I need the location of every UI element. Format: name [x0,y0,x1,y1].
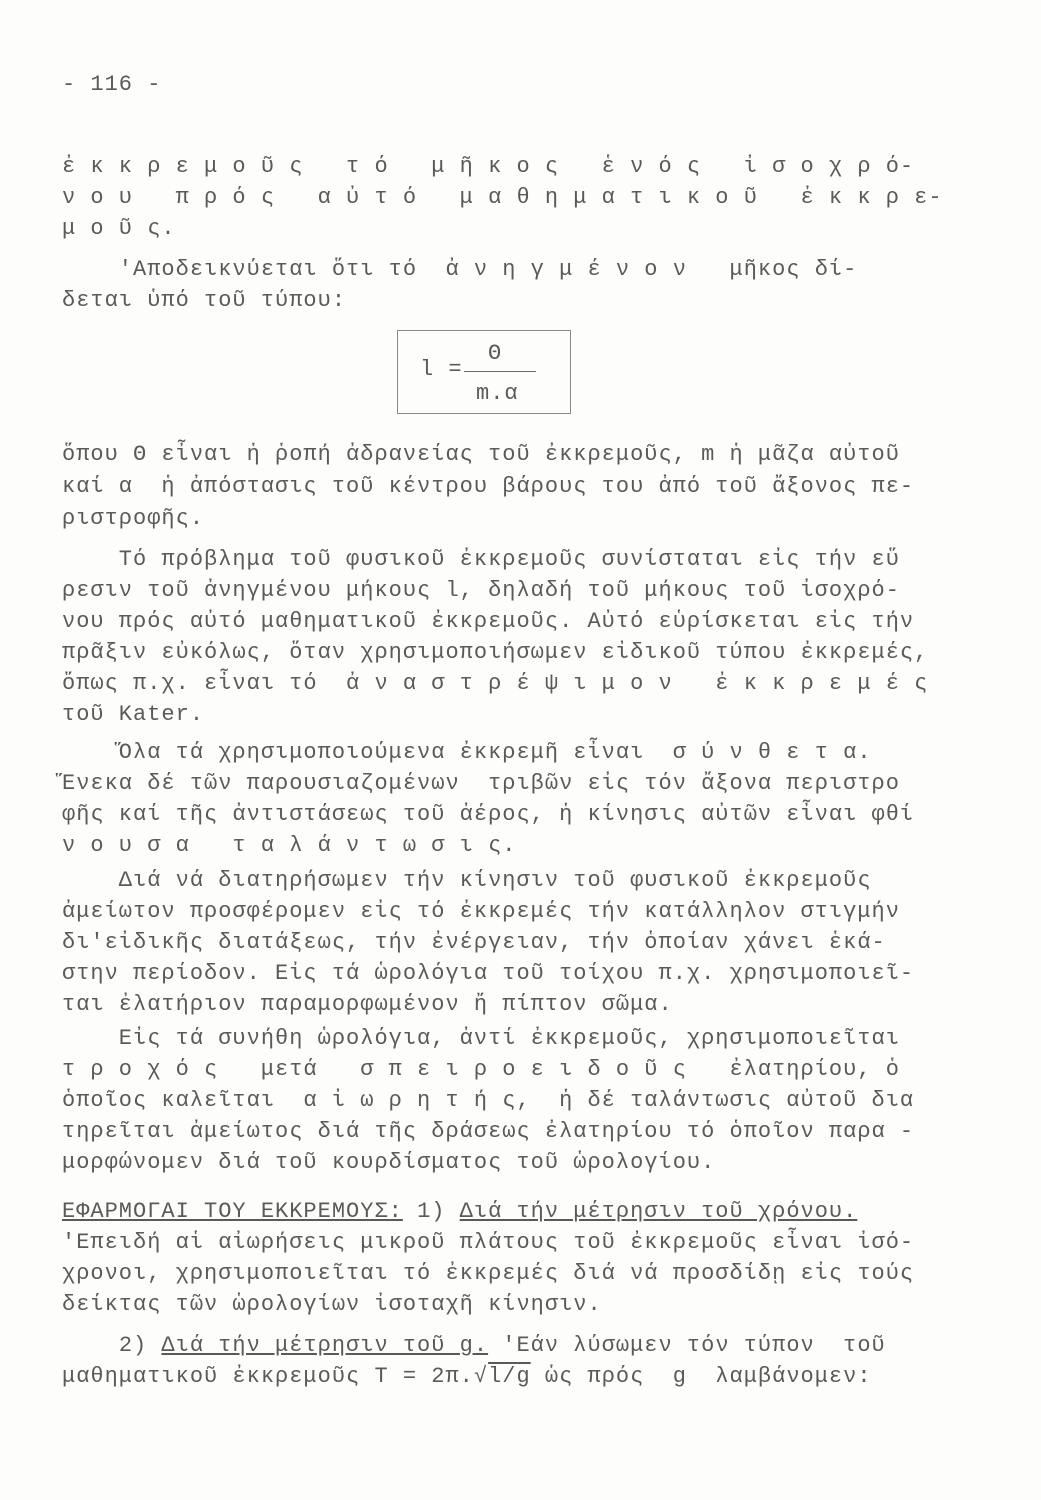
text-line: Εἰς τά συνήθη ὡρολόγια, ἀντί ἐκκρεμοῦς, χρησιμοποιεῖται [62,1026,900,1051]
formula-numerator: Θ [488,341,503,366]
text-line: ὅπου Θ εἶναι ἡ ῥοπή ἀδρανείας τοῦ ἐκκρεμοῦς, m ἡ μᾶζα αὐτοῦ [62,442,900,467]
section-heading: ΕΦΑΡΜΟΓΑΙ ΤΟΥ ΕΚΚΡΕΜΟΥΣ: [62,1199,403,1224]
text-line: ρεσιν τοῦ ἀνηγμένου μήκους l, δηλαδή τοῦ μήκους τοῦ ἰσοχρό- [62,578,900,603]
item-2-number: 2) [118,1333,148,1358]
text-line: ριστροφῆς. [62,506,205,531]
item-1-title: Διά τήν μέτρησιν τοῦ χρόνου. [459,1199,858,1224]
item-1-number: 1) [417,1199,446,1224]
text-line: Ὅλα τά χρησιμοποιούμενα ἐκκρεμῆ εἶναι σ ύ ν θ ε τ α. [62,740,872,765]
text-line: Τό πρόβλημα τοῦ φυσικοῦ ἐκκρεμοῦς συνίσταται εἰς τήν εὕ [62,547,900,572]
text-line: τοῦ Kater. [62,702,205,727]
text-line: ν ο υ π ρ ό ς α ὐ τ ό μ α θ η μ α τ ι κ ο ῦ ἐ κ κ ρ ε- [62,185,943,210]
text-line: τ ρ ο χ ό ς μετά σ π ε ι ρ ο ε ι δ ο ῦ ς ἐλατηρίου, ὁ [62,1057,900,1082]
text-line: ἀμείωτον προσφέρομεν εἰς τό ἐκκρεμές τήν κατάλληλον στιγμήν [62,899,900,924]
fraction-bar [464,371,536,372]
sqrt-argument: l/g [488,1364,531,1389]
text-line: Ἕνεκα δέ τῶν παρουσιαζομένων τριβῶν εἰς τόν ἄξονα περιστρο [62,771,900,796]
item-2-title: Διά τήν μέτρησιν τοῦ g. [161,1333,489,1358]
text-line: δι'εἰδικῆς διατάξεως, τήν ἐνέργειαν, τήν ὁποίαν χάνει ἑκά- [62,930,886,955]
text-line: στην περίοδον. Εἰς τά ὡρολόγια τοῦ τοίχου π.χ. χρησιμοποιεῖ- [62,961,915,986]
text-line: 'Αποδεικνύεται ὅτι τό ἀ ν η γ μ έ ν ο ν μῆκος δί- [62,257,858,282]
text-line: 'Επειδή αἱ αἰωρήσεις μικροῦ πλάτους τοῦ ἐκκρεμοῦς εἶναι ἰσό- [62,1230,915,1255]
text-line: πρᾶξιν εὐκόλως, ὅταν χρησιμοποιήσωμεν εἰδικοῦ τύπου ἐκκρεμές, [62,640,929,665]
text-line: ὅπως π.χ. εἶναι τό ἀ ν α σ τ ρ έ ψ ι μ ο ν ἐ κ κ ρ ε μ έ ς [62,671,929,696]
formula-text: μαθηματικοῦ ἐκκρεμοῦς T = 2π.√ [62,1364,489,1389]
text-line: ν ο υ σ α τ α λ ά ν τ ω σ ι ς. [62,833,517,858]
text-line: μ ο ῦ ς. [62,216,176,241]
text-line: δείκτας τῶν ὡρολογίων ἰσοταχῆ κίνησιν. [62,1292,602,1317]
text-line: μορφώνομεν διά τοῦ κουρδίσματος τοῦ ὡρολογίου. [62,1150,716,1175]
formula-denominator: m.α [476,381,519,406]
text-line: ὁποῖος καλεῖται α ἰ ω ρ η τ ή ς, ἡ δέ ταλάντωσις αὐτοῦ δια [62,1088,915,1113]
text-line: τηρεῖται ἀμείωτος διά τῆς δράσεως ἐλατηρίου τό ὁποῖον παρα - [62,1119,915,1144]
section-heading-line [62,1197,857,1227]
item-2-continuation: 'Εάν λύσωμεν τόν τύπον τοῦ [502,1333,886,1358]
text-line: ἐ κ κ ρ ε μ ο ῦ ς τ ό μ ῆ κ ο ς ἑ ν ό ς ἰ σ ο χ ρ ό- [62,154,915,179]
text-line: ται ἐλατήριον παραμορφωμένον ἤ πίπτον σῶμα. [62,992,673,1017]
text-line: χρονοι, χρησιμοποιεῖται τό ἐκκρεμές διά νά προσδίδῃ εἰς τούς [62,1261,915,1286]
text-line: καί α ἡ ἀπόστασις τοῦ κέντρου βάρους του ἀπό τοῦ ἄξονος πε- [62,474,915,499]
item-2-line [62,1331,886,1361]
text-line: νου πρός αὐτό μαθηματικοῦ ἐκκρεμοῦς. Αὐτό εὑρίσκεται εἰς τήν [62,609,915,634]
text-line: δεται ὑπό τοῦ τύπου: [62,288,347,313]
formula-text-end: ὡς πρός g λαμβάνομεν: [530,1364,872,1389]
text-line: Διά νά διατηρήσωμεν τήν κίνησιν τοῦ φυσικοῦ ἐκκρεμοῦς [62,868,872,893]
formula-lhs: l = [420,357,463,382]
text-line: φῆς καί τῆς ἀντιστάσεως τοῦ ἀέρος, ἡ κίνησις αὐτῶν εἶναι φθί [62,802,915,827]
formula-line [62,1362,872,1392]
formula-box [397,330,571,414]
page-number: - 116 - [62,72,162,97]
